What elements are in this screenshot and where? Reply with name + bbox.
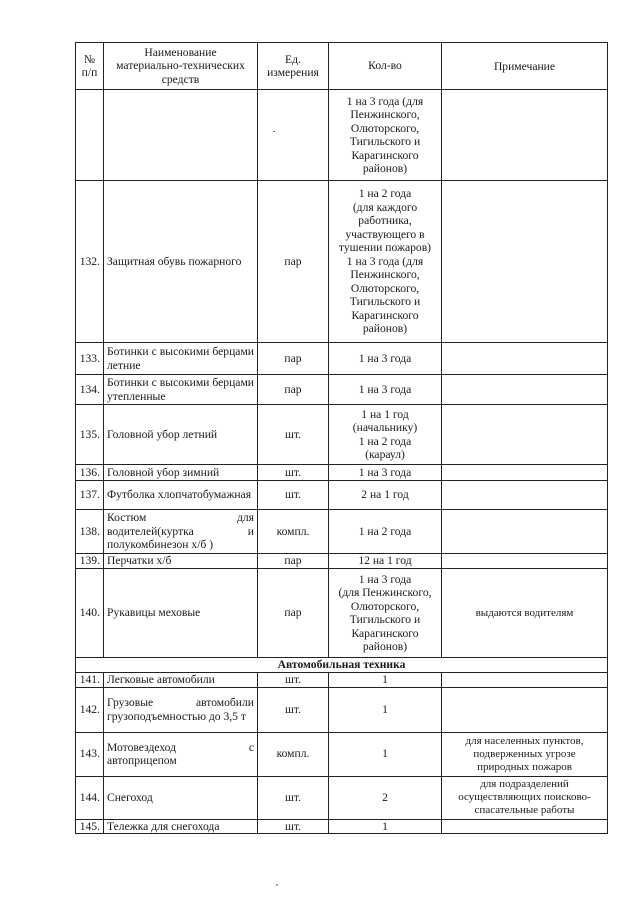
row-number: 142. xyxy=(76,687,104,732)
note-cell xyxy=(442,481,608,510)
row-number: 144. xyxy=(76,776,104,819)
unit-cell: компл. xyxy=(258,732,329,776)
item-name: Ботинки с высокими берцами летние xyxy=(104,343,258,375)
note-cell xyxy=(442,510,608,554)
quantity-cell: 1 xyxy=(329,687,442,732)
quantity-cell: 1 xyxy=(329,819,442,834)
item-name: Снегоход xyxy=(104,776,258,819)
row-number xyxy=(76,90,104,181)
unit-cell: компл. xyxy=(258,510,329,554)
row-number: 138. xyxy=(76,510,104,554)
quantity-cell: 1 xyxy=(329,673,442,688)
note-cell xyxy=(442,554,608,569)
quantity-cell: 1 на 3 года xyxy=(329,343,442,375)
table-row xyxy=(76,569,608,658)
table-row xyxy=(76,732,608,776)
scan-mark xyxy=(273,131,275,132)
header-num: № п/п xyxy=(76,43,104,90)
note-cell xyxy=(442,465,608,481)
unit-cell: шт. xyxy=(258,405,329,465)
table-row xyxy=(76,687,608,732)
item-name xyxy=(104,90,258,181)
table-row xyxy=(76,181,608,343)
item-name: Тележка для снегохода xyxy=(104,819,258,834)
item-name: Защитная обувь пожарного xyxy=(104,181,258,343)
note-cell xyxy=(442,405,608,465)
header-note: Примечание xyxy=(442,43,608,90)
item-name: Ботинки с высокими берцами утепленные xyxy=(104,375,258,405)
item-name: Футболка хлопчатобумажная xyxy=(104,481,258,510)
quantity-cell: 1 xyxy=(329,732,442,776)
row-number: 143. xyxy=(76,732,104,776)
row-number: 140. xyxy=(76,569,104,658)
header-unit: Ед. измерения xyxy=(258,43,329,90)
item-name: Рукавицы меховые xyxy=(104,569,258,658)
unit-cell: пар xyxy=(258,569,329,658)
note-cell: для подразделений осуществляющих поисково- спасательные работы xyxy=(442,776,608,819)
quantity-cell: 1 на 3 года (для Пенжинского, Олюторского, Тигильского и Карагинского районов) xyxy=(329,569,442,658)
note-cell xyxy=(442,673,608,688)
table-row xyxy=(76,375,608,405)
quantity-cell: 1 на 2 года (для каждого работника, участвующего в тушении пожаров) 1 на 3 года (для Пенжинского, Олюторского, Тигильского и Карагинского районов) xyxy=(329,181,442,343)
note-cell: для населенных пунктов, подверженных угрозе природных пожаров xyxy=(442,732,608,776)
unit-cell: шт. xyxy=(258,465,329,481)
note-cell xyxy=(442,90,608,181)
note-cell xyxy=(442,819,608,834)
unit-cell: шт. xyxy=(258,481,329,510)
unit-cell: шт. xyxy=(258,776,329,819)
item-name: Мотовездеход с автоприцепом xyxy=(104,732,258,776)
row-number: 141. xyxy=(76,673,104,688)
header-row xyxy=(76,43,608,90)
table-row xyxy=(76,481,608,510)
quantity-cell: 2 на 1 год xyxy=(329,481,442,510)
row-number: 134. xyxy=(76,375,104,405)
header-qty: Кол-во xyxy=(329,43,442,90)
quantity-cell: 1 на 2 года xyxy=(329,510,442,554)
row-number: 145. xyxy=(76,819,104,834)
table-row xyxy=(76,343,608,375)
note-cell xyxy=(442,343,608,375)
note-cell: выдаются водителям xyxy=(442,569,608,658)
table-row xyxy=(76,819,608,834)
note-cell xyxy=(442,687,608,732)
unit-cell: пар xyxy=(258,375,329,405)
unit-cell xyxy=(258,90,329,181)
row-number: 136. xyxy=(76,465,104,481)
quantity-cell: 12 на 1 год xyxy=(329,554,442,569)
note-cell xyxy=(442,181,608,343)
row-number: 132. xyxy=(76,181,104,343)
quantity-cell: 1 на 3 года xyxy=(329,375,442,405)
table-row xyxy=(76,673,608,688)
unit-cell: шт. xyxy=(258,687,329,732)
unit-cell: шт. xyxy=(258,819,329,834)
row-number: 139. xyxy=(76,554,104,569)
note-cell xyxy=(442,375,608,405)
item-name: Грузовые автомобили грузоподъемностью до 3,5 т xyxy=(104,687,258,732)
table-row xyxy=(76,510,608,554)
item-name: Костюм для водителей(куртка и полукомбинезон х/б ) xyxy=(104,510,258,554)
item-name: Легковые автомобили xyxy=(104,673,258,688)
scan-dot xyxy=(276,884,278,886)
section-title: Автомобильная техника xyxy=(76,658,608,673)
quantity-cell: 1 на 3 года xyxy=(329,465,442,481)
unit-cell: пар xyxy=(258,554,329,569)
quantity-cell: 2 xyxy=(329,776,442,819)
section-row xyxy=(76,658,608,673)
table-row xyxy=(76,554,608,569)
unit-cell: шт. xyxy=(258,673,329,688)
equipment-table xyxy=(75,42,608,834)
row-number: 133. xyxy=(76,343,104,375)
row-number: 137. xyxy=(76,481,104,510)
table-row xyxy=(76,776,608,819)
header-name: Наименование материально-технических средств xyxy=(104,43,258,90)
unit-cell: пар xyxy=(258,181,329,343)
item-name: Головной убор зимний xyxy=(104,465,258,481)
unit-cell: пар xyxy=(258,343,329,375)
item-name: Перчатки х/б xyxy=(104,554,258,569)
item-name: Головной убор летний xyxy=(104,405,258,465)
quantity-cell: 1 на 1 год (начальнику) 1 на 2 года (караул) xyxy=(329,405,442,465)
table-row xyxy=(76,90,608,181)
table-row xyxy=(76,405,608,465)
quantity-cell: 1 на 3 года (для Пенжинского, Олюторского, Тигильского и Карагинского районов) xyxy=(329,90,442,181)
table-row xyxy=(76,465,608,481)
row-number: 135. xyxy=(76,405,104,465)
